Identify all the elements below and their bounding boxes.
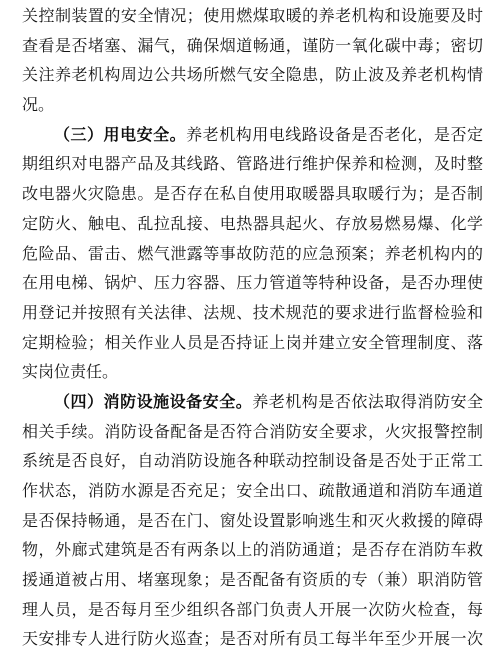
text-line: 关注养老机构周边公共场所燃气安全隐患，防止波及养老机构情 [22,65,483,85]
text-line: 相关手续。消防设备配备是否符合消防安全要求，火灾报警控制 [22,421,483,441]
text-line: 查看是否堵塞、漏气，确保烟道畅通，谨防一氧化碳中毒；密切 [22,35,483,55]
text-line: 系统是否良好，自动消防设施各种联动控制设备是否处于正常工 [22,451,483,471]
text-line: 期组织对电器产品及其线路、管路进行维护保养和检测，及时整 [22,154,483,174]
text-line: 天安排专人进行防火巡查；是否对所有员工每半年至少开展一次 [22,629,483,649]
text-line: 用登记并按照有关法律、法规、技术规范的要求进行监督检验和 [22,302,483,322]
section-heading: （四）消防设施设备安全。 [54,391,253,411]
section-heading: （三）用电安全。 [54,124,187,144]
text-line: 援通道被占用、堵塞现象；是否配备有资质的专（兼）职消防管 [22,570,483,590]
text-line: 况。 [22,95,55,115]
text-line-first [22,387,483,417]
text-line: 定防火、触电、乱拉乱接、电热器具起火、存放易燃易爆、化学 [22,213,483,233]
text-line: 是否保持畅通，是否在门、窗处设置影响逃生和灭火救援的障碍 [22,510,483,530]
text-line: 作状态，消防水源是否充足；安全出口、疏散通道和消防车通道 [22,481,483,500]
text-line: 关控制装置的安全情况；使用燃煤取暖的养老机构和设施要及时 [22,6,483,25]
paragraph-gas-safety-continued [22,1,483,120]
text-line-first [22,120,483,150]
text-line: 物，外廊式建筑是否有两条以上的消防通道；是否存在消防车救 [22,540,483,560]
paragraph-fire-safety [22,387,483,654]
text-line-rest: 养老机构用电线路设备是否老化，是否定 [186,124,483,144]
text-line-rest: 养老机构是否依法取得消防安全 [252,391,483,411]
text-line: 理人员，是否每月至少组织各部门负责人开展一次防火检查，每 [22,599,483,619]
paragraph-electrical-safety [22,120,483,387]
text-line: 实岗位责任。 [22,362,119,382]
text-line: 改电器火灾隐患。是否存在私自使用取暖器具取暖行为；是否制 [22,184,483,204]
text-line: 定期检验；相关作业人员是否持证上岗并建立安全管理制度、落 [22,332,483,352]
text-line: 危险品、雷击、燃气泄露等事故防范的应急预案；养老机构内的 [22,243,483,263]
text-line: 在用电梯、锅炉、压力容器、压力管道等特种设备，是否办理使 [22,273,483,293]
